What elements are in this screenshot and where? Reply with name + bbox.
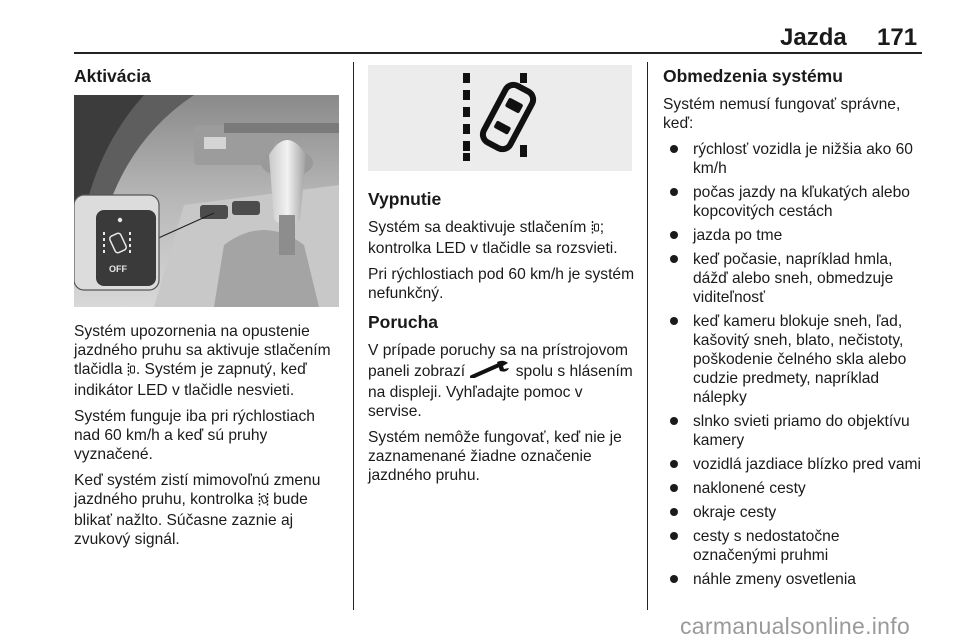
bullet-icon (670, 575, 678, 583)
section-heading-activation: Aktivácia (74, 66, 151, 86)
paragraph-activation-3: Keď systém zistí mimovoľnú zmenu jazdného pruhu, kontrolka bude blikať nažlto. Súčasne zaznie aj zvukový signál. (74, 472, 321, 548)
page-number: 171 (877, 24, 918, 51)
list-item: okraje cesty (663, 503, 925, 522)
header-rule (74, 52, 922, 54)
limitations-list (663, 140, 925, 589)
section-heading-deactivation: Vypnutie (368, 189, 442, 209)
off-label: OFF (109, 264, 127, 274)
paragraph-fault-2: Systém nemôže fungovať, keď nie je zaznamenané žiadne označenie jazdného pruhu. (368, 429, 622, 484)
limitations-intro: Systém nemusí fungovať správne, keď: (663, 96, 901, 132)
left-column (74, 67, 342, 95)
list-item: keď počasie, napríklad hmla, dážď alebo sneh, obmedzuje viditeľnosť (663, 250, 925, 307)
lane-indicator-icon (258, 492, 269, 511)
watermark: carmanualsonline.info (680, 613, 911, 639)
bullet-icon (670, 532, 678, 540)
dashboard-photo (74, 95, 339, 307)
section-heading-limitations: Obmedzenia systému (663, 66, 843, 86)
list-item: slnko svieti priamo do objektívu kamery (663, 412, 925, 450)
list-item: cesty s nedostatočne označenými pruhmi (663, 527, 925, 565)
list-item: naklonené cesty (663, 479, 925, 498)
list-item: jazda po tme (663, 226, 925, 245)
wrench-icon (469, 360, 511, 383)
list-item: vozidlá jazdiace blízko pred vami (663, 455, 933, 474)
bullet-icon (670, 484, 678, 492)
bullet-icon (670, 188, 678, 196)
bullet-icon (670, 317, 678, 325)
list-item: keď kameru blokuje sneh, ľad, kašovitý sneh, blato, nečistoty, poškodenie čelného skla alebo cudzie predmety, napríklad nálepky (663, 312, 925, 407)
left-body (74, 322, 344, 556)
section-heading-fault: Porucha (368, 312, 439, 332)
paragraph-deactivation-2: Pri rýchlostiach pod 60 km/h je systém nefunkčný. (368, 266, 635, 302)
middle-column (368, 190, 638, 492)
bullet-icon (670, 231, 678, 239)
bullet-icon (670, 255, 678, 263)
paragraph-activation-2: Systém funguje iba pri rýchlostiach nad 60 km/h a keď sú pruhy vyznačené. (74, 408, 315, 463)
bullet-icon (670, 417, 678, 425)
list-item: počas jazdy na kľukatých alebo kopcovitých cestách (663, 183, 925, 221)
list-item: náhle zmeny osvetlenia (663, 570, 925, 589)
lane-departure-icon-panel (368, 65, 632, 171)
bullet-icon (670, 460, 678, 468)
list-item: rýchlosť vozidla je nižšia ako 60 km/h (663, 140, 925, 178)
right-column (663, 67, 925, 594)
bullet-icon (670, 508, 678, 516)
chapter-title: Jazda (780, 24, 847, 51)
paragraph-activation-1: Systém upozornenia na opustenie jazdného pruhu sa aktivuje stlačením tlačidla . Systém je zapnutý, keď indikátor LED v tlačidle nesvieti. (74, 323, 331, 399)
column-divider-left (353, 62, 354, 610)
column-divider-right (647, 62, 648, 610)
bullet-icon (670, 145, 678, 153)
paragraph-deactivation-1: Systém sa deaktivuje stlačením ; kontrolka LED v tlačidle sa rozsvieti. (368, 219, 618, 257)
paragraph-fault-1: V prípade poruchy sa na prístrojovom paneli zobrazí spolu s hlásením na displeji. Vyhľadajte pomoc v servise. (368, 342, 633, 420)
lane-button-icon (127, 362, 136, 381)
lane-departure-warning-icon (368, 65, 632, 171)
lane-button-icon (591, 220, 600, 239)
